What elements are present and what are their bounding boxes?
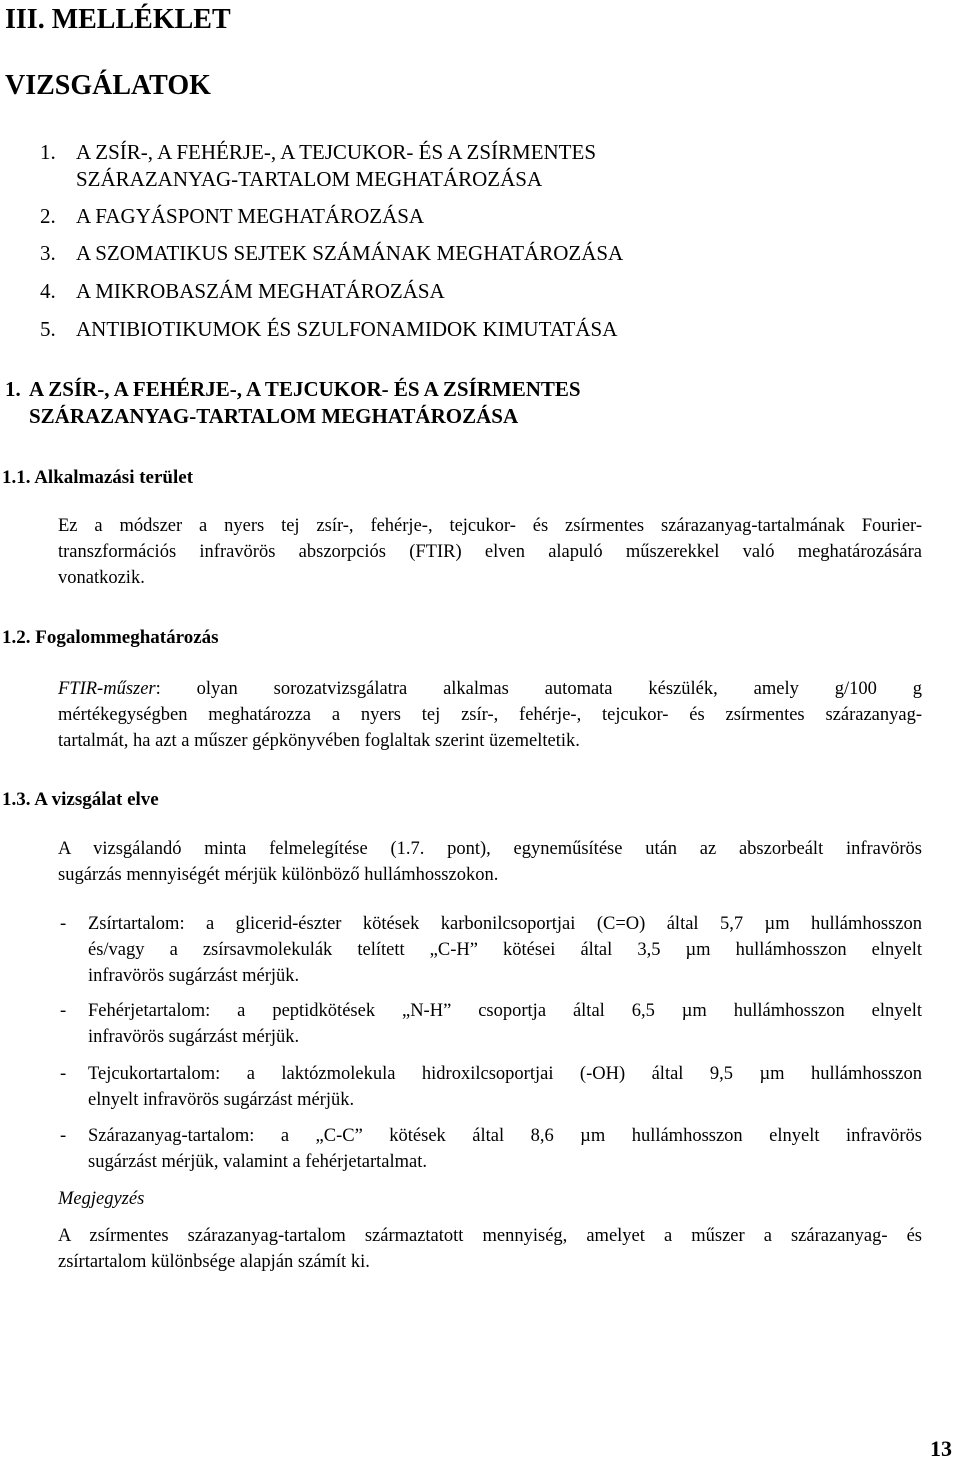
bullet-dash: - xyxy=(60,1126,67,1146)
toc-item-title: A ZSÍR-, A FEHÉRJE-, A TEJCUKOR- ÉS A ZSÍRMENTES xyxy=(76,140,597,164)
toc-item-title: A FAGYÁSPONT MEGHATÁROZÁSA xyxy=(76,204,425,228)
toc-item-number: 3. xyxy=(40,241,56,265)
bullet-dash: - xyxy=(60,914,67,934)
subsection-1-2-text xyxy=(58,676,922,754)
toc-item-title: SZÁRAZANYAG-TARTALOM MEGHATÁROZÁSA xyxy=(76,167,543,191)
subsection-1-1-heading: 1.1. Alkalmazási terület xyxy=(2,467,194,488)
paragraph-line: tartalmát, ha azt a műszer gépkönyvében foglaltak szerint üzemeltetik. xyxy=(58,731,580,751)
bullet-dash: - xyxy=(60,1064,67,1084)
paragraph-line: Ez a módszer a nyers tej zsír-, fehérje-, tejcukor- és zsírmentes szárazanyag-tartalmának Fourier- xyxy=(58,516,922,536)
subsection-1-1-text xyxy=(58,513,922,591)
toc-item-title: A SZOMATIKUS SEJTEK SZÁMÁNAK MEGHATÁROZÁSA xyxy=(76,241,624,265)
paragraph-line: A zsírmentes szárazanyag-tartalom származtatott mennyiség, amelyet a műszer a szárazanyag- és xyxy=(58,1226,922,1246)
annex-title: III. MELLÉKLET xyxy=(5,4,231,35)
paragraph-line: mértékegységben meghatározza a nyers tej zsír-, fehérje-, tejcukor- és zsírmentes szárazanyag- xyxy=(58,705,922,725)
section-1-heading-cont xyxy=(5,404,865,434)
paragraph-line xyxy=(58,676,922,702)
subsection-1-2-heading: 1.2. Fogalommeghatározás xyxy=(2,627,219,648)
paragraph-line: sugárzás mennyiségét mérjük különböző hullámhosszokon. xyxy=(58,865,499,885)
bullet-line: elnyelt infravörös sugárzást mérjük. xyxy=(88,1090,355,1110)
toc-item-3 xyxy=(40,241,900,271)
bullet-line: infravörös sugárzást mérjük. xyxy=(88,966,300,986)
toc-item-title: ANTIBIOTIKUMOK ÉS SZULFONAMIDOK KIMUTATÁSA xyxy=(76,317,618,341)
bullet-line: Zsírtartalom: a glicerid-észter kötések karbonilcsoportjai (C=O) által 5,7 µm hullámhosszon xyxy=(88,914,922,934)
bullet-line: infravörös sugárzást mérjük. xyxy=(88,1027,300,1047)
subsection-1-3-text xyxy=(58,836,922,888)
definition-text: : olyan sorozatvizsgálatra alkalmas automata készülék, amely g/100 g xyxy=(155,679,922,699)
bullet-dash: - xyxy=(60,1001,67,1021)
toc-item-5 xyxy=(40,317,900,347)
toc-item-1 xyxy=(40,140,900,170)
page-number: 13 xyxy=(930,1436,952,1461)
section-1-heading xyxy=(5,377,865,407)
toc-item-number: 4. xyxy=(40,279,56,303)
paragraph-line: zsírtartalom különbsége alapján számít ki. xyxy=(58,1252,370,1272)
paragraph-line: vonatkozik. xyxy=(58,568,145,588)
bullet-line: Fehérjetartalom: a peptidkötések „N-H” csoportja által 6,5 µm hullámhosszon elnyelt xyxy=(88,1001,922,1021)
toc-item-number: 2. xyxy=(40,204,56,228)
bullet-line: Tejcukortartalom: a laktózmolekula hidroxilcsoportjai (-OH) által 9,5 µm hullámhosszon xyxy=(88,1064,922,1084)
toc-item-number: 1. xyxy=(40,140,56,164)
section-number: 1. xyxy=(5,377,21,401)
note-label: Megjegyzés xyxy=(58,1189,145,1209)
toc-item-1-cont xyxy=(40,167,900,197)
bullet-line: sugárzást mérjük, valamint a fehérjetartalmat. xyxy=(88,1152,428,1172)
toc-item-2 xyxy=(40,204,900,234)
section-title-line: SZÁRAZANYAG-TARTALOM MEGHATÁROZÁSA xyxy=(29,404,519,428)
note-text xyxy=(58,1223,922,1275)
section-title-line: A ZSÍR-, A FEHÉRJE-, A TEJCUKOR- ÉS A ZSÍRMENTES xyxy=(29,377,581,401)
paragraph-line: A vizsgálandó minta felmelegítése (1.7. pont), egyneműsítése után az abszorbeált infravörös xyxy=(58,839,922,859)
definition-term: FTIR-műszer xyxy=(58,679,156,699)
bullet-line: Szárazanyag-tartalom: a „C-C” kötések által 8,6 µm hullámhosszon elnyelt infravörös xyxy=(88,1126,922,1146)
toc-item-4 xyxy=(40,279,900,309)
subsection-1-3-heading: 1.3. A vizsgálat elve xyxy=(2,789,159,810)
bullet-line: és/vagy a zsírsavmolekulák telített „C-H” kötései által 3,5 µm hullámhosszon elnyelt xyxy=(88,940,922,960)
tests-title: VIZSGÁLATOK xyxy=(5,70,211,101)
toc-item-title: A MIKROBASZÁM MEGHATÁROZÁSA xyxy=(76,279,445,303)
toc-item-number: 5. xyxy=(40,317,56,341)
paragraph-line: transzformációs infravörös abszorpciós (FTIR) elven alapuló műszerekkel való meghatározására xyxy=(58,542,922,562)
